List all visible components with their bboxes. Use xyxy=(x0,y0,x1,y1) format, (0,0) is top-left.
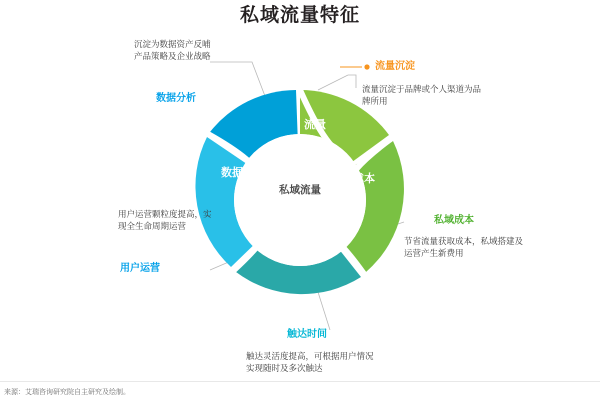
callout-body-traffic-precipitation: 流量沉淀于品牌或个人渠道为品牌所用 xyxy=(362,84,482,107)
segment-label-operation[interactable]: 运营 xyxy=(212,271,234,283)
callout-heading-data-analysis[interactable]: 数据分析 xyxy=(156,93,196,104)
segment-label-time[interactable]: 时间 xyxy=(274,249,296,261)
page-title: 私域流量特征 xyxy=(239,5,360,26)
callout-heading-private-domain-cost[interactable]: 私域成本 xyxy=(434,215,474,226)
segment-label-data[interactable]: 数据 xyxy=(221,167,243,179)
callout-body-data-analysis: 沉淀为数据资产反哺产品策略及企业战略 xyxy=(134,39,211,62)
callout-body-user-operation: 用户运营颗粒度提高，实现全生命周期运营 xyxy=(118,209,212,232)
callout-body-reach-time: 触达灵活度提高，可根据用户情况实现随时及多次触达 xyxy=(246,351,374,374)
footer-divider xyxy=(0,381,600,382)
callout-heading-reach-time[interactable]: 触达时间 xyxy=(287,329,327,340)
source-note: 来源：艾瑞咨询研究院自主研究及绘制。 xyxy=(4,389,130,396)
callout-body-private-domain-cost: 节省流量获取成本，私域搭建及运营产生新费用 xyxy=(404,236,524,259)
callout-heading-user-operation[interactable]: 用户运营 xyxy=(120,263,160,274)
callout-arrow-icon xyxy=(340,64,370,69)
segment-label-traffic[interactable]: 流量 xyxy=(304,119,326,131)
callout-heading-traffic-precipitation[interactable]: 流量沉淀 xyxy=(375,61,415,72)
center-label: 私域流量 xyxy=(279,184,321,196)
segment-label-cost[interactable]: 成本 xyxy=(353,173,375,185)
